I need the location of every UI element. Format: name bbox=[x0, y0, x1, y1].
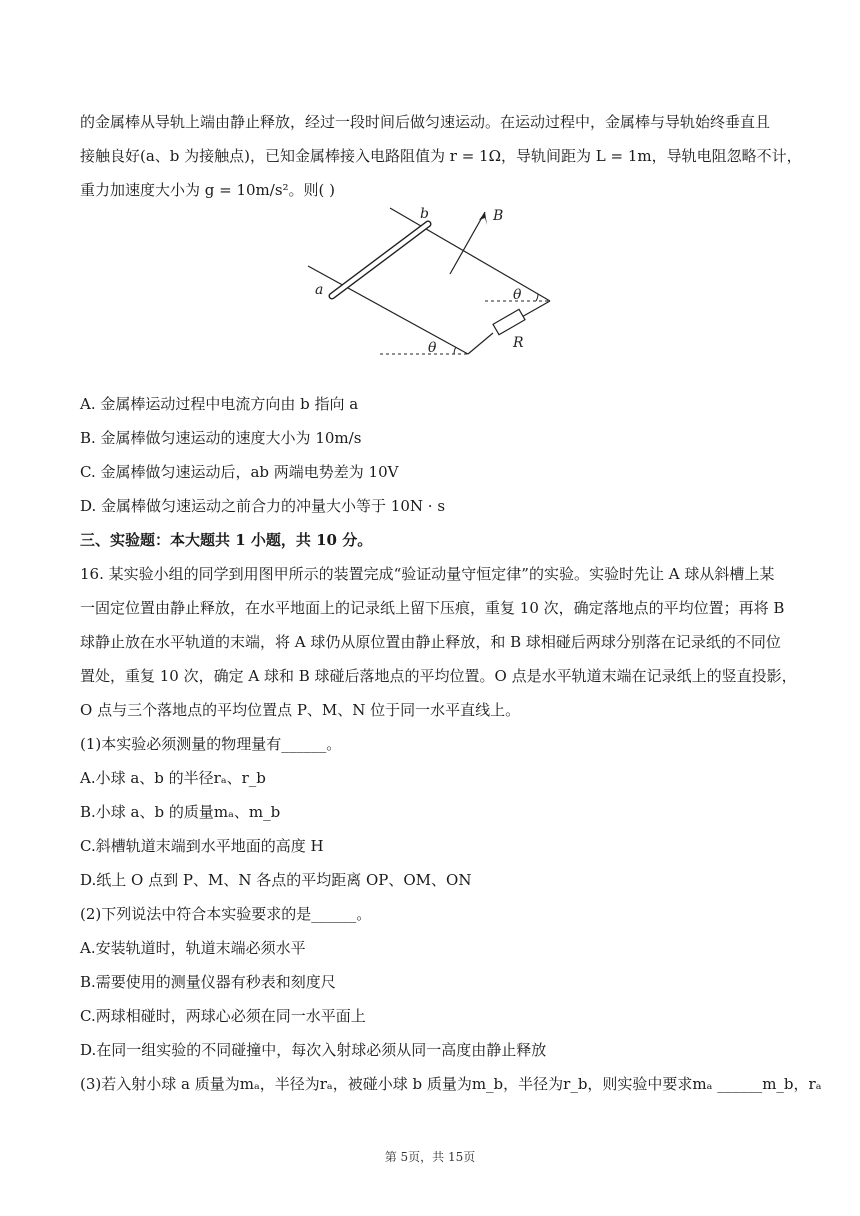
q16-stem-line-1: 16. 某实验小组的同学到用图甲所示的装置完成“验证动量守恒定律”的实验。实验时先让 A 球从斜槽上某 bbox=[80, 565, 775, 583]
inclined-rails-figure bbox=[300, 204, 560, 364]
q16-part3-prompt: (3)若入射小球 a 质量为mₐ，半径为rₐ，被碰小球 b 质量为m_b，半径为r_b，则实验中要求mₐ ______m_b，rₐ bbox=[80, 1075, 822, 1093]
label-R: R bbox=[513, 335, 524, 351]
label-b: b bbox=[420, 206, 429, 222]
q15-stem-line-2: 接触良好(a、b 为接触点)，已知金属棒接入电路阻值为 r = 1Ω，导轨间距为 L = 1m，导轨电阻忽略不计， bbox=[80, 147, 802, 165]
q16-part2-prompt: (2)下列说法中符合本实验要求的是______。 bbox=[80, 905, 372, 923]
rails-diagram bbox=[300, 204, 560, 364]
q16-stem-line-3: 球静止放在水平轨道的末端，将 A 球仍从原位置由静止释放，和 B 球相碰后两球分别落在记录纸的不同位 bbox=[80, 633, 781, 651]
q15-option-a: A. 金属棒运动过程中电流方向由 b 指向 a bbox=[80, 395, 359, 413]
label-theta-bottom: θ bbox=[428, 340, 437, 356]
q15-option-c: C. 金属棒做匀速运动后，ab 两端电势差为 10V bbox=[80, 463, 399, 481]
label-theta-top: θ bbox=[513, 287, 522, 303]
q15-option-b: B. 金属棒做匀速运动的速度大小为 10m/s bbox=[80, 429, 362, 447]
q16-part2-option-c: C.两球相碰时，两球心必须在同一水平面上 bbox=[80, 1007, 366, 1025]
q15-stem-line-1: 的金属棒从导轨上端由静止释放，经过一段时间后做匀速运动。在运动过程中，金属棒与导轨始终垂直且 bbox=[80, 113, 771, 131]
upper-rail bbox=[390, 208, 550, 301]
q16-stem-line-2: 一固定位置由静止释放，在水平地面上的记录纸上留下压痕，重复 10 次，确定落地点的平均位置；再将 B bbox=[80, 599, 785, 617]
q16-part1-option-b: B.小球 a、b 的质量mₐ、m_b bbox=[80, 803, 281, 821]
label-B: B bbox=[493, 208, 504, 224]
page-footer: 第 5页，共 15页 bbox=[384, 1150, 476, 1164]
q16-part1-option-a: A.小球 a、b 的半径rₐ、r_b bbox=[80, 769, 266, 787]
q16-part1-prompt: (1)本实验必须测量的物理量有______。 bbox=[80, 735, 342, 753]
q15-option-d: D. 金属棒做匀速运动之前合力的冲量大小等于 10N · s bbox=[80, 497, 446, 515]
q16-stem-line-5: O 点与三个落地点的平均位置点 P、M、N 位于同一水平直线上。 bbox=[80, 701, 521, 719]
resistor-symbol bbox=[493, 309, 525, 334]
q15-stem-line-3: 重力加速度大小为 g = 10m/s²。则( ) bbox=[80, 181, 336, 199]
q16-stem-line-4: 置处，重复 10 次，确定 A 球和 B 球碰后落地点的平均位置。O 点是水平轨道末端在记录纸上的竖直投影， bbox=[80, 667, 797, 685]
q16-part2-option-b: B.需要使用的测量仪器有秒表和刻度尺 bbox=[80, 973, 336, 991]
magnetic-field-arrow bbox=[450, 212, 485, 274]
q16-part2-option-a: A.安装轨道时，轨道末端必须水平 bbox=[80, 939, 306, 957]
q16-part2-option-d: D.在同一组实验的不同碰撞中，每次入射球必须从同一高度由静止释放 bbox=[80, 1041, 547, 1059]
lower-rail bbox=[308, 266, 468, 354]
label-a: a bbox=[315, 282, 324, 298]
section-heading: 三、实验题：本大题共 1 小题，共 10 分。 bbox=[80, 531, 373, 549]
q16-part1-option-d: D.纸上 O 点到 P、M、N 各点的平均距离 OP、OM、ON bbox=[80, 871, 472, 889]
q16-part1-option-c: C.斜槽轨道末端到水平地面的高度 H bbox=[80, 837, 324, 855]
